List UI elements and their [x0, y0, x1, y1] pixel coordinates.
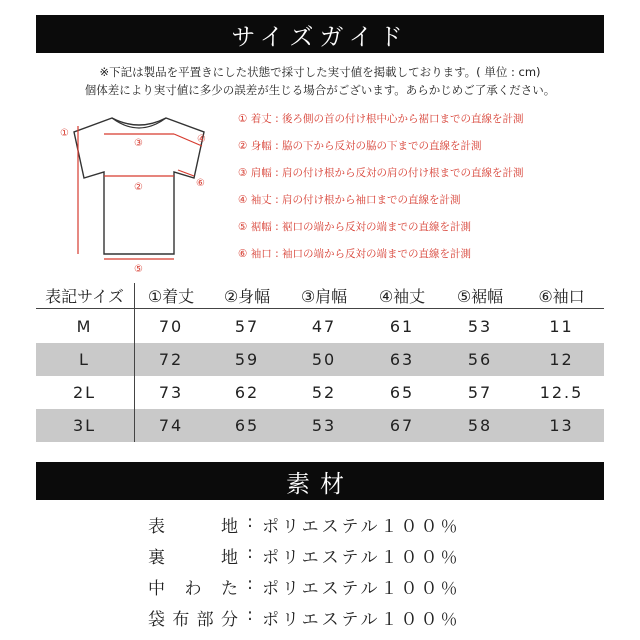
table-cell: 12.5	[539, 383, 584, 402]
material-separator: :	[247, 512, 255, 532]
material-value: ポリエステル１００％	[262, 579, 461, 599]
size-label: 2L	[72, 383, 97, 402]
header-cell: ⑤裾幅	[456, 287, 504, 306]
table-row	[36, 376, 604, 409]
table-cell: 56	[467, 350, 493, 369]
label-char: 地	[221, 548, 240, 568]
material-row	[148, 574, 460, 599]
legend-item: ④ 袖丈 : 肩の付け根から袖口までの直線を計測	[238, 194, 461, 206]
table-cell: 65	[389, 383, 415, 402]
table-cell: 67	[389, 416, 415, 435]
table-cell: 53	[467, 317, 493, 336]
legend-item: ① 着丈 : 後ろ側の首の付け根中心から裾口までの直線を計測	[238, 113, 524, 125]
measurement-note: ※下記は製品を平置きにした状態で採寸した実寸値を掲載しております。( 単位 : cm)	[99, 65, 541, 79]
table-cell: 11	[549, 317, 574, 336]
tshirt-measurement-diagram	[54, 106, 224, 276]
table-header-divider	[36, 308, 604, 309]
table-column-divider	[134, 283, 135, 442]
header-cell: ④袖丈	[378, 287, 426, 306]
table-cell: 47	[311, 317, 337, 336]
size-label: 3L	[72, 416, 97, 435]
table-cell: 57	[467, 383, 493, 402]
table-cell: 53	[311, 416, 337, 435]
label-char: わ	[184, 579, 204, 599]
marker-1: ①	[60, 128, 69, 139]
size-guide-title: サイズガイド	[231, 22, 409, 51]
material-label	[148, 574, 240, 599]
label-char: 裏	[148, 548, 167, 568]
table-cell: 59	[234, 350, 260, 369]
label-char: 布	[172, 610, 192, 630]
table-cell: 65	[234, 416, 260, 435]
material-separator: :	[247, 605, 255, 625]
table-cell: 57	[234, 317, 260, 336]
material-value: ポリエステル１００％	[262, 548, 461, 568]
material-label	[148, 512, 240, 537]
marker-5: ⑤	[134, 264, 143, 275]
material-title: 素材	[286, 469, 354, 498]
label-char: 分	[220, 610, 240, 630]
table-cell: 73	[158, 383, 184, 402]
header-cell: ①着丈	[147, 287, 195, 306]
table-row	[36, 310, 604, 343]
label-char: 表	[148, 517, 167, 537]
marker-4: ④	[197, 134, 206, 145]
table-cell: 74	[158, 416, 184, 435]
material-value: ポリエステル１００％	[262, 610, 461, 630]
size-label: M	[76, 317, 93, 336]
table-cell: 63	[389, 350, 415, 369]
header-cell: ②身幅	[223, 287, 271, 306]
size-guide-banner	[36, 15, 604, 53]
marker-2: ②	[134, 182, 143, 193]
table-cell: 62	[234, 383, 260, 402]
material-row	[148, 543, 460, 568]
label-char: た	[221, 579, 240, 599]
label-char: 部	[196, 610, 216, 630]
table-header-row	[36, 283, 604, 308]
label-char: 中	[148, 579, 167, 599]
material-value: ポリエステル１００％	[262, 517, 461, 537]
table-cell: 58	[467, 416, 493, 435]
legend-item: ⑥ 袖口 : 袖口の端から反対の端までの直線を計測	[238, 248, 471, 260]
header-cell: ⑥袖口	[538, 287, 585, 306]
table-cell: 52	[311, 383, 337, 402]
material-separator: :	[247, 543, 255, 563]
label-char: 袋	[148, 610, 167, 630]
legend-item: ⑤ 裾幅 : 裾口の端から反対の端までの直線を計測	[238, 221, 471, 233]
material-row	[148, 512, 460, 537]
table-row	[36, 343, 604, 376]
header-cell: ③肩幅	[300, 287, 348, 306]
table-cell: 13	[549, 416, 574, 435]
marker-6: ⑥	[196, 178, 205, 189]
size-label: L	[79, 350, 90, 369]
table-cell: 61	[389, 317, 415, 336]
material-row	[148, 605, 460, 630]
table-cell: 50	[311, 350, 337, 369]
variance-note: 個体差により実寸値に多少の誤差が生じる場合がございます。あらかじめご了承ください。	[84, 83, 556, 97]
material-banner	[36, 462, 604, 500]
material-label	[148, 605, 240, 630]
table-cell: 70	[158, 317, 184, 336]
material-separator: :	[247, 574, 255, 594]
material-label	[148, 543, 240, 568]
table-cell: 12	[549, 350, 574, 369]
label-char: 地	[221, 517, 240, 537]
legend-item: ③ 肩幅 : 肩の付け根から反対の肩の付け根までの直線を計測	[238, 167, 524, 179]
table-row	[36, 409, 604, 442]
marker-3: ③	[134, 138, 143, 149]
table-cell: 72	[158, 350, 184, 369]
header-cell: 表記サイズ	[45, 287, 124, 306]
legend-item: ② 身幅 : 脇の下から反対の脇の下までの直線を計測	[238, 140, 482, 152]
